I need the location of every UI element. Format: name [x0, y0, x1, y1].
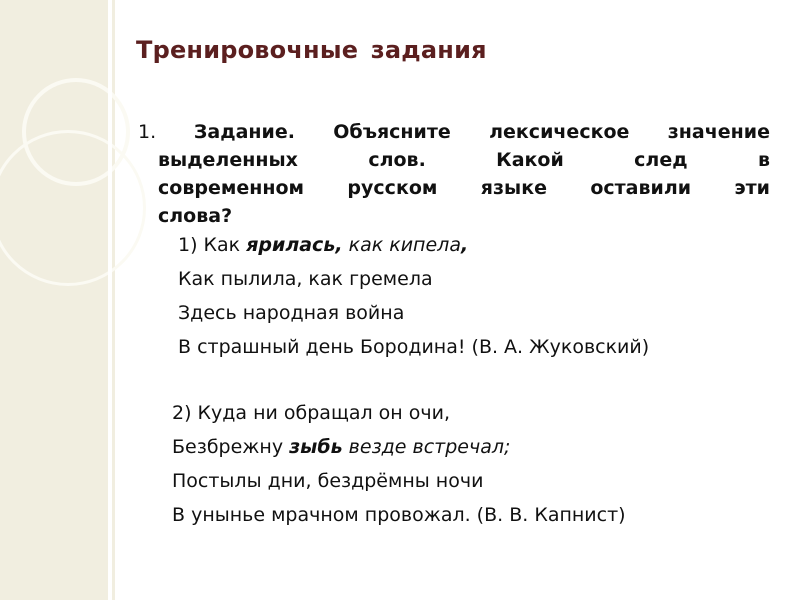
decorative-circle: [0, 130, 146, 286]
poem-zhukovsky: [178, 228, 649, 364]
task-line-2: выделенных слов. Какой след в: [158, 149, 770, 171]
poem-2-line-1: 2) Куда ни обращал он очи,: [172, 402, 450, 424]
poem-1-line-2: Как пылила, как гремела: [178, 268, 433, 290]
decorative-stripe: [108, 0, 112, 600]
highlighted-word: зыбь: [289, 436, 343, 458]
task-line-1-text: Задание. Объясните лексическое значение: [193, 121, 770, 143]
poem-1-line-1-comma: ,: [460, 234, 469, 256]
poem-2-line-3: Постылы дни, бездрёмны ночи: [172, 470, 484, 492]
poem-1-line-4: В страшный день Бородина! (В. А. Жуковский): [178, 336, 650, 358]
task-text: [138, 118, 770, 230]
task-line-1: [138, 118, 770, 146]
poem-2-line-2: [172, 430, 626, 464]
poem-1-line-3: Здесь народная война: [178, 302, 405, 324]
highlighted-word: ярилась,: [246, 234, 343, 256]
poem-kapnist: [172, 396, 626, 532]
task-line-4: слова?: [158, 205, 233, 227]
poem-2-line-4: В унынье мрачном провожал. (В. В. Капнист): [172, 504, 626, 526]
poem-1-line-1: [178, 228, 649, 262]
task-line-3: современном русском языке оставили эти: [158, 177, 770, 199]
poem-1-line-1-italic: как кипела: [342, 234, 461, 256]
task-number: 1.: [138, 121, 157, 143]
slide-title: Тренировочные задания: [136, 36, 487, 64]
poem-2-line-2-italic: везде встречал;: [342, 436, 511, 458]
poem-2-line-2-prefix: Безбрежну: [172, 436, 290, 458]
decorative-sidebar: [0, 0, 115, 600]
poem-1-line-1-prefix: 1) Как: [178, 234, 247, 256]
